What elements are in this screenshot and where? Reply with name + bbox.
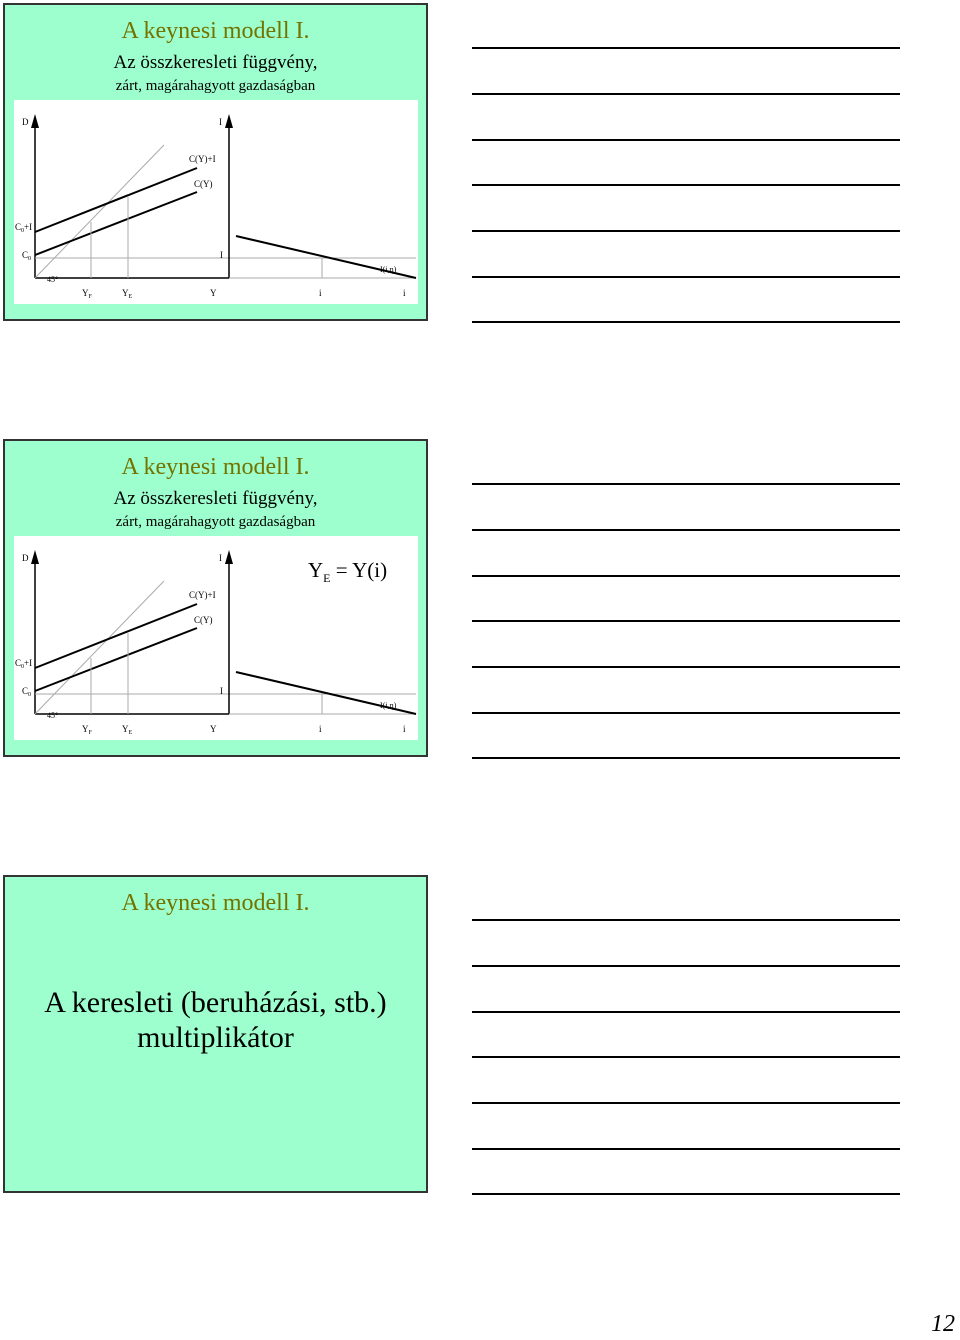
label-i-level: I [220,686,223,696]
slide-1 [3,3,428,321]
equation-lhs-subscript: E [323,571,331,586]
label-cy: C(Y) [194,179,213,189]
label-i-function: I(i,η) [380,265,397,274]
equilibrium-equation [308,558,387,586]
label-i-axis-2: i [403,724,406,734]
slide-subtitle: Az összkeresleti függvény, [113,488,318,509]
slide-2 [3,439,428,757]
label-cy: C(Y) [194,615,213,625]
cy-line [35,192,197,255]
label-ye: $Y_E$ [122,724,133,736]
label-y-axis: Y [210,288,217,298]
label-cy-plus-i: C(Y)+I [189,154,216,164]
label-i-axis-2: i [403,288,406,298]
note-line [472,230,900,232]
note-line [472,483,900,485]
i-axis-arrow [225,114,233,128]
label-cy-plus-i: C(Y)+I [189,590,216,600]
note-line [472,529,900,531]
label-i-function: I(i,η) [380,701,397,710]
label-y-axis: Y [210,724,217,734]
equation-lhs: Y [308,558,324,582]
note-line [472,575,900,577]
note-line [472,666,900,668]
note-line [472,965,900,967]
cy-line [35,628,197,691]
label-i-level: I [220,250,223,260]
page-number: 12 [931,1311,955,1337]
slide-3 [3,875,428,1193]
label-i-mark: i [319,724,322,734]
label-yf: $Y_F$ [82,288,92,300]
cy-plus-i-line [35,168,197,232]
label-yf: $Y_F$ [82,724,92,736]
label-c0-plus-i: $C_0+I$ [15,658,33,670]
slide-title: A keynesi modell I. [121,18,310,44]
note-line [472,1011,900,1013]
note-line [472,1148,900,1150]
i-axis-arrow [225,550,233,564]
label-c0: $C_0$ [22,686,32,698]
cy-plus-i-line [35,604,197,668]
label-c0: $C_0$ [22,250,32,262]
label-45-degree: 45° [47,711,59,720]
keynes-diagram [14,100,418,304]
note-line [472,1056,900,1058]
note-line [472,276,900,278]
note-line [472,919,900,921]
slide-title: A keynesi modell I. [121,890,310,916]
slide-subtitle-2: zárt, magárahagyott gazdaságban [115,78,316,94]
label-i-axis: I [219,117,222,127]
keynes-diagram [14,536,418,740]
label-c0-plus-i: $C_0+I$ [15,222,33,234]
note-line [472,712,900,714]
label-d: D [22,553,29,563]
note-line [472,184,900,186]
note-line [472,1102,900,1104]
note-line [472,1193,900,1195]
note-line [472,757,900,759]
label-i-axis: I [219,553,222,563]
label-i-mark: i [319,288,322,298]
note-line [472,620,900,622]
d-axis-arrow [31,114,39,128]
label-45-degree: 45° [47,275,59,284]
label-d: D [22,117,29,127]
slide-subtitle-2: zárt, magárahagyott gazdaságban [115,514,316,530]
note-line [472,47,900,49]
slide-title: A keynesi modell I. [121,454,310,480]
note-line [472,93,900,95]
slide-body-line-1: A keresleti (beruházási, stb.) [44,986,387,1019]
equation-rhs: = Y(i) [335,558,388,582]
d-axis-arrow [31,550,39,564]
note-line [472,139,900,141]
diagram-svg [14,100,418,304]
label-ye: $Y_E$ [122,288,133,300]
slide-body-line-2: multiplikátor [137,1021,294,1054]
slide-subtitle: Az összkeresleti függvény, [113,52,318,73]
note-line [472,321,900,323]
